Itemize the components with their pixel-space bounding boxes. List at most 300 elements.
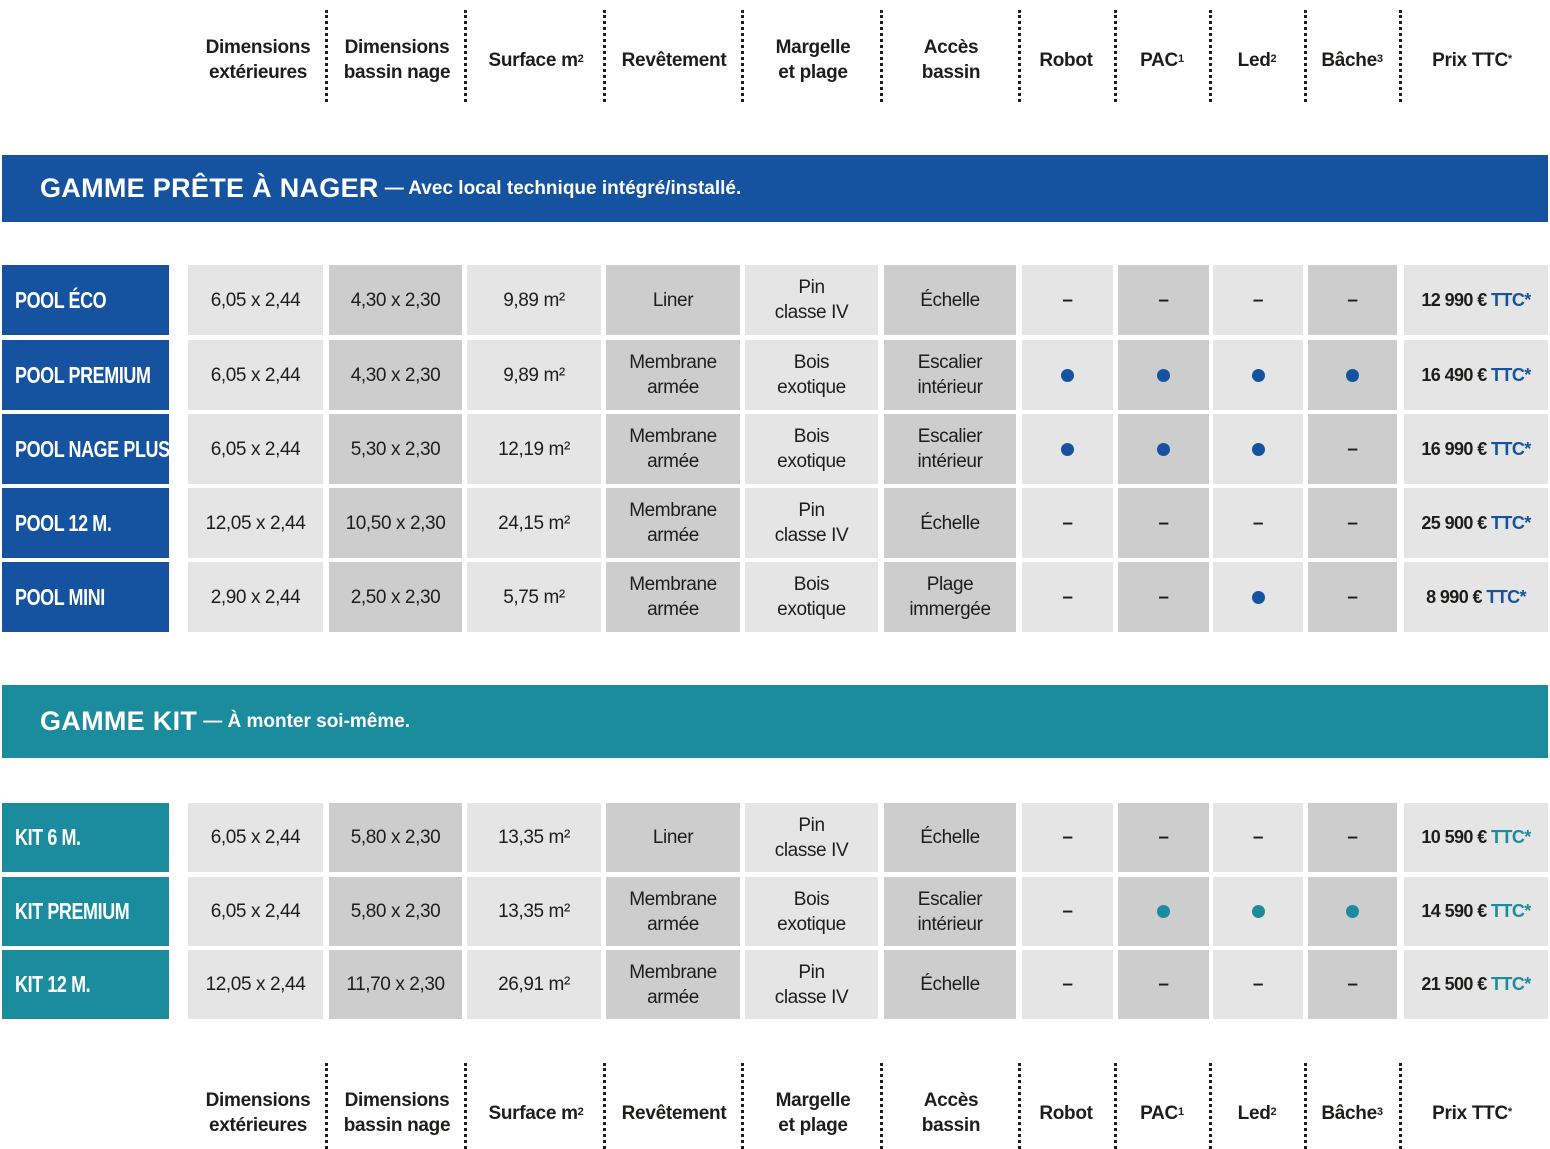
included-dot-icon	[1252, 369, 1265, 382]
included-dot-icon	[1346, 905, 1359, 918]
cell-text: 2,90 x 2,44	[210, 586, 301, 608]
cell-ext	[188, 340, 323, 410]
cell-line: exotique	[777, 599, 846, 620]
cell-revetement	[606, 803, 740, 872]
column-header-line: bassin	[921, 62, 981, 83]
cell-led	[1213, 340, 1303, 410]
not-included-dash-icon: –	[1062, 512, 1073, 534]
cell-line: Échelle	[920, 512, 980, 534]
column-header-line: et plage	[778, 1115, 848, 1136]
column-divider	[1304, 10, 1307, 102]
cell-line: Bois	[793, 888, 830, 910]
price	[1426, 585, 1526, 610]
column-header-line: Margelle	[775, 37, 851, 58]
price-amount: 12 990 €	[1421, 289, 1487, 310]
cell-bassin	[329, 877, 462, 946]
cell-led	[1213, 414, 1303, 484]
column-header	[1402, 1063, 1542, 1149]
column-header	[466, 10, 606, 110]
cell-acces	[884, 488, 1016, 558]
table-row	[0, 265, 1550, 335]
cell-text	[917, 887, 982, 937]
cell-revetement	[606, 340, 740, 410]
price-amount: 14 590 €	[1421, 901, 1487, 921]
not-included-dash-icon: –	[1347, 438, 1358, 460]
cell-led	[1213, 950, 1303, 1019]
column-divider	[1114, 10, 1117, 102]
column-divider	[741, 10, 744, 102]
cell-ext	[188, 414, 323, 484]
cell-revetement	[606, 877, 740, 946]
cell-line: Escalier	[917, 352, 983, 373]
column-header-line: bassin nage	[343, 62, 451, 83]
section-band-pret-a-nager	[2, 155, 1548, 222]
cell-line: Membrane	[629, 888, 717, 910]
cell-text	[629, 960, 717, 1010]
cell-text: 5,80 x 2,30	[350, 827, 441, 848]
column-header-footnote: 2	[1270, 52, 1277, 65]
cell-line: Escalier	[917, 888, 983, 910]
price-ttc-label: TTC*	[1491, 827, 1531, 847]
column-header	[604, 1063, 744, 1149]
column-header-text	[344, 35, 451, 85]
column-header-line: Revêtement	[621, 49, 727, 71]
cell-text	[775, 813, 849, 863]
header-row-top	[0, 10, 1550, 110]
not-included-dash-icon: –	[1347, 974, 1358, 995]
column-header-footnote: 3	[1376, 1105, 1383, 1118]
row-label	[2, 803, 169, 872]
section-band-kit	[2, 685, 1548, 758]
column-divider	[1209, 1063, 1212, 1149]
cell-line: Bois	[793, 352, 830, 373]
cell-line: Pin	[798, 277, 825, 298]
not-included-dash-icon: –	[1158, 974, 1169, 995]
not-included-dash-icon: –	[1252, 974, 1264, 995]
cell-price	[1404, 340, 1548, 410]
cell-text: 6,05 x 2,44	[210, 438, 301, 460]
included-dot-icon	[1157, 369, 1170, 382]
not-included-dash-icon: –	[1252, 289, 1264, 311]
cell-led	[1213, 562, 1303, 632]
column-divider	[1018, 10, 1021, 102]
cell-bassin	[329, 414, 462, 484]
cell-text: 6,05 x 2,44	[210, 827, 301, 848]
section-title: GAMME KIT	[40, 706, 198, 736]
column-header-footnote: 2	[577, 1105, 584, 1118]
not-included-dash-icon: –	[1347, 289, 1358, 311]
cell-line: Pin	[798, 500, 825, 521]
cell-bache	[1308, 488, 1397, 558]
column-header	[466, 1063, 606, 1149]
cell-text	[777, 424, 846, 474]
cell-margelle	[745, 803, 878, 872]
price-amount: 16 990 €	[1421, 438, 1487, 459]
cell-line: exotique	[777, 451, 846, 472]
cell-revetement	[606, 950, 740, 1019]
included-dot-icon	[1252, 905, 1265, 918]
cell-line: armée	[647, 525, 699, 546]
cell-text	[920, 825, 980, 850]
section-subtitle: — Avec local technique intégré/installé.	[384, 177, 742, 199]
column-header-text	[1039, 48, 1092, 73]
cell-text	[777, 887, 846, 937]
cell-robot	[1022, 950, 1113, 1019]
cell-text: 4,30 x 2,30	[350, 364, 441, 386]
cell-text: 5,30 x 2,30	[350, 438, 441, 460]
not-included-dash-icon: –	[1062, 901, 1073, 922]
cell-text	[629, 887, 717, 937]
cell-line: Membrane	[629, 426, 717, 447]
cell-line: Pin	[798, 814, 825, 836]
cell-line: armée	[647, 377, 699, 398]
cell-line: Escalier	[917, 426, 983, 447]
cell-line: exotique	[777, 377, 846, 398]
cell-bache	[1308, 877, 1397, 946]
column-header-line: Margelle	[775, 1090, 851, 1111]
cell-surface	[467, 877, 601, 946]
column-divider	[741, 1063, 744, 1149]
cell-bassin	[329, 265, 462, 335]
column-header-line: Robot	[1039, 49, 1093, 71]
cell-text: 5,75 m²	[503, 586, 565, 608]
cell-line: classe IV	[774, 525, 849, 546]
column-header-footnote: *	[1507, 52, 1512, 65]
price-ttc-label: TTC*	[1491, 364, 1531, 385]
column-header-text	[1140, 1101, 1184, 1126]
cell-pac	[1118, 488, 1209, 558]
not-included-dash-icon: –	[1062, 827, 1073, 848]
cell-robot	[1022, 340, 1113, 410]
cell-text: 2,50 x 2,30	[350, 586, 441, 608]
cell-price	[1404, 265, 1548, 335]
cell-text	[777, 572, 846, 622]
cell-text: 9,89 m²	[503, 289, 565, 311]
not-included-dash-icon: –	[1062, 289, 1073, 311]
column-header-text	[488, 48, 583, 73]
column-header-line: Prix TTC*	[1432, 1102, 1512, 1124]
cell-ext	[188, 488, 323, 558]
column-header-text	[622, 48, 727, 73]
cell-margelle	[745, 488, 878, 558]
cell-acces	[884, 803, 1016, 872]
column-header-text	[1140, 48, 1184, 73]
column-header	[327, 1063, 467, 1149]
cell-line: immergée	[909, 599, 991, 620]
cell-line: armée	[647, 599, 699, 620]
price-ttc-label: TTC*	[1491, 974, 1531, 994]
column-header-line: PAC$^1$	[1140, 49, 1184, 71]
not-included-dash-icon: –	[1158, 586, 1169, 608]
cell-text	[777, 350, 846, 400]
row-label-text: KIT 12 M.	[15, 971, 91, 997]
section-subtitle: — À monter soi-même.	[203, 710, 411, 732]
column-header-line: bassin nage	[343, 1115, 451, 1136]
cell-line: Liner	[652, 289, 694, 311]
row-label	[2, 877, 169, 946]
price-amount: 25 900 €	[1421, 512, 1487, 533]
column-header-text	[1039, 1101, 1092, 1126]
column-header-footnote: 1	[1177, 1105, 1184, 1118]
column-header-text	[488, 1101, 583, 1126]
cell-bache	[1308, 414, 1397, 484]
cell-surface	[467, 488, 601, 558]
not-included-dash-icon: –	[1062, 974, 1073, 995]
cell-line: Membrane	[629, 574, 717, 595]
column-header-line: Dimensions	[344, 37, 450, 58]
cell-text: 12,05 x 2,44	[205, 974, 306, 995]
price	[1421, 437, 1530, 462]
cell-line: Pin	[798, 961, 825, 983]
column-divider	[1399, 1063, 1402, 1149]
price	[1421, 899, 1530, 924]
column-header-line: Accès	[923, 37, 979, 58]
cell-ext	[188, 950, 323, 1019]
cell-line: Échelle	[920, 289, 980, 311]
cell-line: exotique	[777, 913, 846, 935]
column-header-text	[776, 35, 851, 85]
cell-line: Plage	[926, 574, 974, 595]
row-label-text: POOL PREMIUM	[15, 361, 151, 388]
column-header-text	[1321, 1101, 1382, 1126]
price	[1421, 363, 1530, 388]
cell-line: intérieur	[917, 451, 983, 472]
cell-line: armée	[647, 451, 699, 472]
cell-text: 13,35 m²	[498, 901, 570, 922]
cell-margelle	[745, 265, 878, 335]
table-row	[0, 803, 1550, 872]
row-label-text: POOL NAGE PLUS	[15, 435, 170, 462]
included-dot-icon	[1061, 443, 1074, 456]
cell-surface	[467, 803, 601, 872]
cell-text	[775, 960, 849, 1010]
cell-margelle	[745, 877, 878, 946]
table-row	[0, 950, 1550, 1019]
cell-robot	[1022, 803, 1113, 872]
cell-text: 24,15 m²	[498, 512, 570, 534]
cell-revetement	[606, 562, 740, 632]
cell-text: 26,91 m²	[498, 974, 570, 995]
column-header-text	[922, 1088, 980, 1138]
cell-acces	[884, 562, 1016, 632]
cell-surface	[467, 562, 601, 632]
column-header-line: Robot	[1039, 1102, 1093, 1124]
column-header-text	[344, 1088, 451, 1138]
cell-text	[920, 511, 980, 536]
price-ttc-label: TTC*	[1491, 289, 1531, 310]
column-header-line: Bâche$^3$	[1321, 49, 1383, 71]
cell-led	[1213, 803, 1303, 872]
cell-line: Membrane	[629, 961, 717, 983]
cell-pac	[1118, 562, 1209, 632]
price	[1421, 972, 1530, 997]
column-header-text	[922, 35, 980, 85]
cell-led	[1213, 877, 1303, 946]
cell-price	[1404, 414, 1548, 484]
cell-robot	[1022, 562, 1113, 632]
cell-bassin	[329, 488, 462, 558]
column-divider	[464, 10, 467, 102]
column-header-footnote: 2	[1270, 1105, 1277, 1118]
column-header-text	[622, 1101, 727, 1126]
column-header-footnote: 3	[1376, 52, 1383, 65]
column-divider	[1018, 1063, 1021, 1149]
cell-line: Bois	[793, 426, 830, 447]
row-label-text: POOL 12 M.	[15, 509, 112, 536]
cell-pac	[1118, 340, 1209, 410]
cell-acces	[884, 265, 1016, 335]
column-header-line: PAC$^1$	[1140, 1102, 1184, 1124]
column-header	[1402, 10, 1542, 110]
cell-price	[1404, 877, 1548, 946]
cell-text: 10,50 x 2,30	[345, 512, 446, 534]
cell-robot	[1022, 488, 1113, 558]
column-header-text	[1432, 1101, 1512, 1126]
column-header-line: Dimensions	[344, 1090, 450, 1111]
cell-led	[1213, 265, 1303, 335]
cell-surface	[467, 265, 601, 335]
column-header-line: et plage	[778, 62, 848, 83]
column-header-line: Surface $m^2$	[488, 1102, 584, 1124]
price-ttc-label: TTC*	[1486, 586, 1526, 607]
not-included-dash-icon: –	[1252, 827, 1264, 848]
price-amount: 8 990 €	[1426, 586, 1482, 607]
cell-acces	[884, 950, 1016, 1019]
column-divider	[603, 10, 606, 102]
cell-line: intérieur	[917, 377, 983, 398]
cell-text: 13,35 m²	[498, 827, 570, 848]
column-header-line: Dimensions	[205, 37, 311, 58]
column-header-line: Led$^2$	[1237, 1102, 1277, 1124]
cell-line: Liner	[652, 827, 694, 848]
cell-text	[920, 972, 980, 997]
cell-surface	[467, 950, 601, 1019]
row-label-text: POOL MINI	[15, 583, 105, 610]
column-divider	[603, 1063, 606, 1149]
included-dot-icon	[1061, 369, 1074, 382]
column-header-line: Revêtement	[621, 1102, 727, 1124]
row-label-text: KIT 6 M.	[15, 824, 81, 850]
row-label	[2, 340, 169, 410]
cell-bassin	[329, 562, 462, 632]
cell-ext	[188, 265, 323, 335]
column-header	[327, 10, 467, 110]
cell-price	[1404, 950, 1548, 1019]
cell-text	[629, 350, 717, 400]
cell-text	[909, 572, 990, 622]
cell-pac	[1118, 265, 1209, 335]
cell-surface	[467, 414, 601, 484]
included-dot-icon	[1157, 905, 1170, 918]
cell-ext	[188, 877, 323, 946]
row-label-text: POOL ÉCO	[15, 286, 107, 313]
cell-line: Membrane	[629, 352, 717, 373]
column-header-line: extérieures	[208, 1115, 308, 1136]
cell-line: Échelle	[920, 974, 980, 995]
column-divider	[325, 10, 328, 102]
cell-line: Bois	[793, 574, 830, 595]
column-divider	[1304, 1063, 1307, 1149]
included-dot-icon	[1252, 591, 1265, 604]
table-row	[0, 414, 1550, 484]
not-included-dash-icon: –	[1158, 289, 1169, 311]
cell-line: classe IV	[774, 839, 849, 861]
cell-pac	[1118, 950, 1209, 1019]
column-divider	[464, 1063, 467, 1149]
column-header	[743, 1063, 883, 1149]
column-header-text	[206, 1088, 311, 1138]
column-header	[743, 10, 883, 110]
column-header-text	[776, 1088, 851, 1138]
price-ttc-label: TTC*	[1491, 438, 1531, 459]
included-dot-icon	[1157, 443, 1170, 456]
column-header	[604, 10, 744, 110]
cell-ext	[188, 562, 323, 632]
row-label	[2, 562, 169, 632]
cell-margelle	[745, 562, 878, 632]
cell-bassin	[329, 950, 462, 1019]
table-row	[0, 340, 1550, 410]
cell-bache	[1308, 265, 1397, 335]
row-label	[2, 265, 169, 335]
column-divider	[1209, 10, 1212, 102]
cell-line: Échelle	[920, 827, 980, 848]
cell-text: 6,05 x 2,44	[210, 289, 301, 311]
table-row	[0, 488, 1550, 558]
column-header-line: Led$^2$	[1237, 49, 1277, 71]
column-divider	[1114, 1063, 1117, 1149]
column-header-line: Accès	[923, 1090, 979, 1111]
column-header-line: Prix TTC*	[1432, 49, 1512, 71]
cell-text	[629, 498, 717, 548]
cell-text	[653, 288, 693, 313]
cell-text	[917, 424, 982, 474]
row-label	[2, 414, 169, 484]
column-header-text	[206, 35, 311, 85]
price	[1421, 288, 1530, 313]
cell-line: intérieur	[917, 913, 983, 935]
column-header-footnote: *	[1507, 1105, 1512, 1118]
not-included-dash-icon: –	[1158, 827, 1169, 848]
column-header-line: Surface $m^2$	[488, 49, 584, 71]
cell-text: 5,80 x 2,30	[350, 901, 441, 922]
row-label	[2, 488, 169, 558]
cell-acces	[884, 414, 1016, 484]
row-label-text: KIT PREMIUM	[15, 898, 130, 924]
cell-bache	[1308, 340, 1397, 410]
cell-line: Membrane	[629, 500, 717, 521]
cell-revetement	[606, 414, 740, 484]
cell-robot	[1022, 265, 1113, 335]
column-header-text	[1432, 48, 1512, 73]
price-ttc-label: TTC*	[1491, 901, 1531, 921]
cell-surface	[467, 340, 601, 410]
row-label	[2, 950, 169, 1019]
included-dot-icon	[1252, 443, 1265, 456]
cell-margelle	[745, 414, 878, 484]
not-included-dash-icon: –	[1062, 586, 1073, 608]
price	[1421, 825, 1530, 850]
column-divider	[325, 1063, 328, 1149]
cell-acces	[884, 340, 1016, 410]
cell-margelle	[745, 950, 878, 1019]
cell-bassin	[329, 803, 462, 872]
column-header-footnote: 1	[1177, 52, 1184, 65]
column-header-line: Bâche$^3$	[1321, 1102, 1383, 1124]
cell-text	[920, 288, 980, 313]
cell-text	[629, 424, 717, 474]
cell-text: 12,19 m²	[498, 438, 570, 460]
